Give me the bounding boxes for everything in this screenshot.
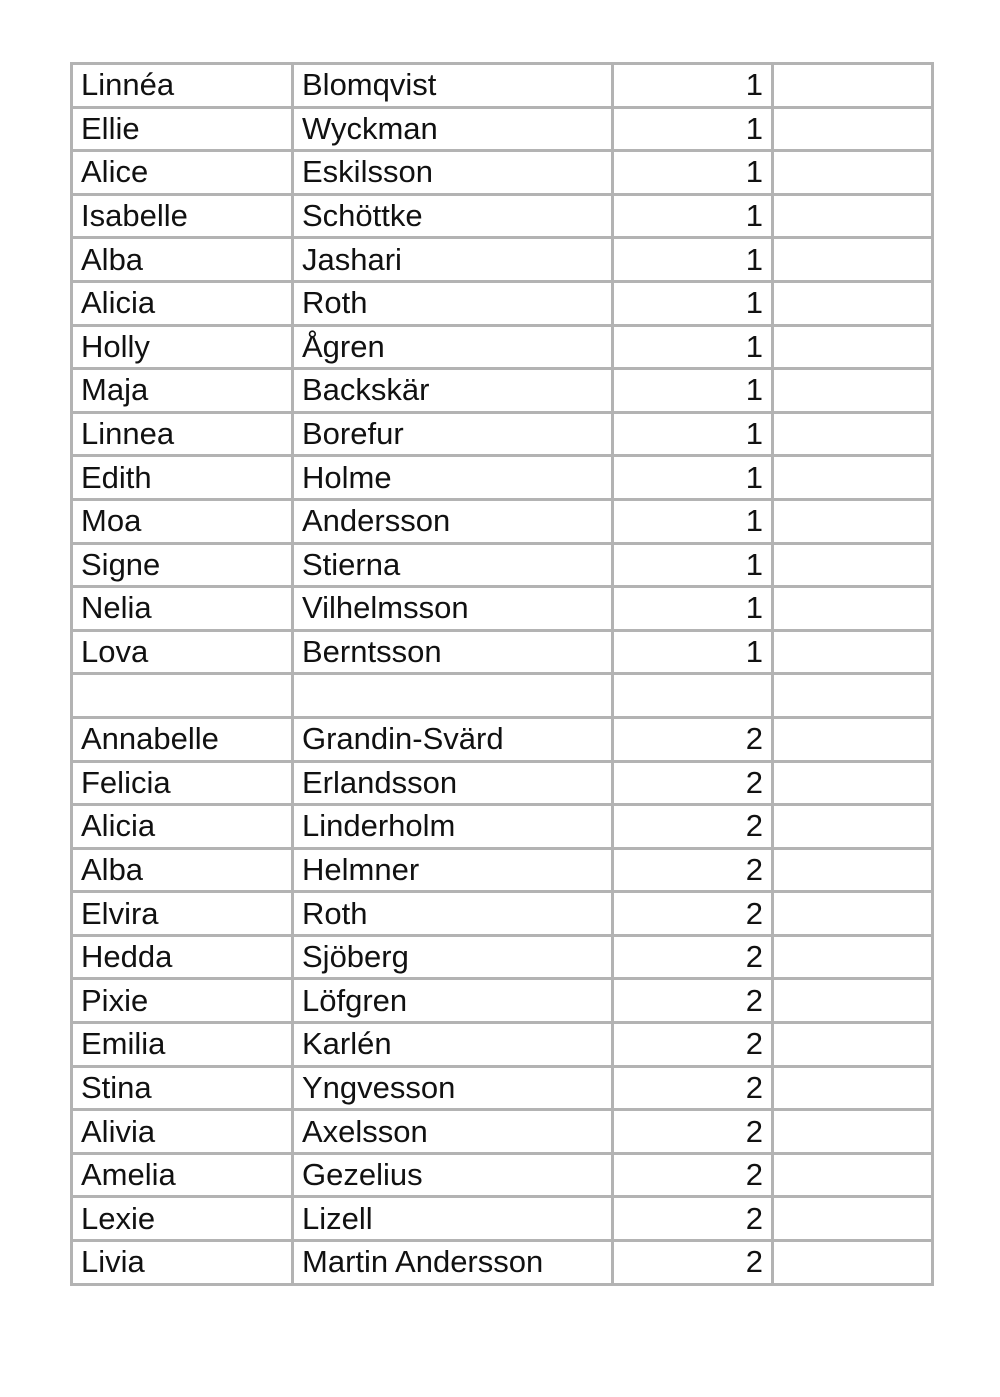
last-name-cell: Martin Andersson (293, 1241, 613, 1285)
last-name-cell: Karlén (293, 1023, 613, 1067)
first-name-cell: Nelia (72, 587, 293, 631)
table-row (72, 499, 933, 543)
first-name-cell: Ellie (72, 107, 293, 151)
group-number-cell: 2 (613, 1023, 773, 1067)
extra-cell (773, 1153, 933, 1197)
group-number-cell: 1 (613, 194, 773, 238)
table-row (72, 1153, 933, 1197)
first-name-cell: Lexie (72, 1197, 293, 1241)
first-name-cell: Holly (72, 325, 293, 369)
last-name-cell: Sjöberg (293, 935, 613, 979)
group-number-cell: 2 (613, 1066, 773, 1110)
last-name-cell: Stierna (293, 543, 613, 587)
group-number-cell: 1 (613, 107, 773, 151)
first-name-cell: Signe (72, 543, 293, 587)
last-name-cell: Andersson (293, 499, 613, 543)
extra-cell (773, 281, 933, 325)
table-row (72, 64, 933, 108)
table-row (72, 1110, 933, 1154)
table-row (72, 369, 933, 413)
extra-cell (773, 412, 933, 456)
group-number-cell (613, 674, 773, 718)
extra-cell (773, 543, 933, 587)
extra-cell (773, 64, 933, 108)
last-name-cell: Gezelius (293, 1153, 613, 1197)
last-name-cell: Wyckman (293, 107, 613, 151)
table-row (72, 892, 933, 936)
table-row (72, 848, 933, 892)
table-row (72, 107, 933, 151)
first-name-cell: Lova (72, 630, 293, 674)
first-name-cell: Alicia (72, 805, 293, 849)
last-name-cell: Vilhelmsson (293, 587, 613, 631)
table-row (72, 630, 933, 674)
first-name-cell: Alice (72, 151, 293, 195)
table-row (72, 935, 933, 979)
group-number-cell: 1 (613, 238, 773, 282)
extra-cell (773, 238, 933, 282)
extra-cell (773, 979, 933, 1023)
extra-cell (773, 151, 933, 195)
last-name-cell: Blomqvist (293, 64, 613, 108)
first-name-cell: Amelia (72, 1153, 293, 1197)
last-name-cell: Helmner (293, 848, 613, 892)
last-name-cell: Erlandsson (293, 761, 613, 805)
extra-cell (773, 1110, 933, 1154)
extra-cell (773, 194, 933, 238)
first-name-cell: Alicia (72, 281, 293, 325)
extra-cell (773, 935, 933, 979)
table-row (72, 1066, 933, 1110)
table-row (72, 674, 933, 718)
group-number-cell: 2 (613, 848, 773, 892)
group-number-cell: 1 (613, 64, 773, 108)
first-name-cell: Felicia (72, 761, 293, 805)
first-name-cell (72, 674, 293, 718)
extra-cell (773, 674, 933, 718)
last-name-cell: Berntsson (293, 630, 613, 674)
first-name-cell: Livia (72, 1241, 293, 1285)
names-table-body (72, 64, 933, 1285)
extra-cell (773, 848, 933, 892)
group-number-cell: 2 (613, 1241, 773, 1285)
first-name-cell: Linnea (72, 412, 293, 456)
group-number-cell: 2 (613, 761, 773, 805)
extra-cell (773, 892, 933, 936)
last-name-cell: Ågren (293, 325, 613, 369)
table-row (72, 238, 933, 282)
extra-cell (773, 587, 933, 631)
group-number-cell: 1 (613, 543, 773, 587)
extra-cell (773, 1066, 933, 1110)
table-row (72, 587, 933, 631)
group-number-cell: 1 (613, 369, 773, 413)
first-name-cell: Elvira (72, 892, 293, 936)
first-name-cell: Pixie (72, 979, 293, 1023)
first-name-cell: Maja (72, 369, 293, 413)
group-number-cell: 2 (613, 892, 773, 936)
last-name-cell (293, 674, 613, 718)
group-number-cell: 2 (613, 979, 773, 1023)
group-number-cell: 1 (613, 630, 773, 674)
table-row (72, 1241, 933, 1285)
table-row (72, 194, 933, 238)
group-number-cell: 2 (613, 1197, 773, 1241)
last-name-cell: Backskär (293, 369, 613, 413)
last-name-cell: Holme (293, 456, 613, 500)
first-name-cell: Stina (72, 1066, 293, 1110)
table-row (72, 281, 933, 325)
extra-cell (773, 325, 933, 369)
extra-cell (773, 805, 933, 849)
extra-cell (773, 456, 933, 500)
group-number-cell: 1 (613, 456, 773, 500)
group-number-cell: 1 (613, 587, 773, 631)
table-row (72, 151, 933, 195)
last-name-cell: Jashari (293, 238, 613, 282)
table-row (72, 1197, 933, 1241)
group-number-cell: 1 (613, 412, 773, 456)
table-row (72, 979, 933, 1023)
extra-cell (773, 717, 933, 761)
group-number-cell: 2 (613, 717, 773, 761)
last-name-cell: Schöttke (293, 194, 613, 238)
first-name-cell: Edith (72, 456, 293, 500)
last-name-cell: Roth (293, 892, 613, 936)
first-name-cell: Annabelle (72, 717, 293, 761)
last-name-cell: Löfgren (293, 979, 613, 1023)
table-row (72, 1023, 933, 1067)
last-name-cell: Borefur (293, 412, 613, 456)
extra-cell (773, 630, 933, 674)
extra-cell (773, 1197, 933, 1241)
first-name-cell: Emilia (72, 1023, 293, 1067)
extra-cell (773, 761, 933, 805)
extra-cell (773, 1241, 933, 1285)
table-row (72, 543, 933, 587)
group-number-cell: 1 (613, 499, 773, 543)
extra-cell (773, 499, 933, 543)
last-name-cell: Axelsson (293, 1110, 613, 1154)
extra-cell (773, 369, 933, 413)
group-number-cell: 2 (613, 1110, 773, 1154)
table-row (72, 717, 933, 761)
last-name-cell: Roth (293, 281, 613, 325)
first-name-cell: Alba (72, 848, 293, 892)
group-number-cell: 2 (613, 1153, 773, 1197)
table-row (72, 761, 933, 805)
group-number-cell: 2 (613, 935, 773, 979)
first-name-cell: Hedda (72, 935, 293, 979)
first-name-cell: Alivia (72, 1110, 293, 1154)
last-name-cell: Eskilsson (293, 151, 613, 195)
table-row (72, 805, 933, 849)
last-name-cell: Lizell (293, 1197, 613, 1241)
table-row (72, 325, 933, 369)
last-name-cell: Grandin-Svärd (293, 717, 613, 761)
names-table (70, 62, 934, 1286)
group-number-cell: 1 (613, 151, 773, 195)
table-row (72, 412, 933, 456)
first-name-cell: Linnéa (72, 64, 293, 108)
first-name-cell: Alba (72, 238, 293, 282)
group-number-cell: 1 (613, 281, 773, 325)
extra-cell (773, 107, 933, 151)
table-row (72, 456, 933, 500)
group-number-cell: 2 (613, 805, 773, 849)
last-name-cell: Yngvesson (293, 1066, 613, 1110)
group-number-cell: 1 (613, 325, 773, 369)
first-name-cell: Isabelle (72, 194, 293, 238)
last-name-cell: Linderholm (293, 805, 613, 849)
first-name-cell: Moa (72, 499, 293, 543)
extra-cell (773, 1023, 933, 1067)
